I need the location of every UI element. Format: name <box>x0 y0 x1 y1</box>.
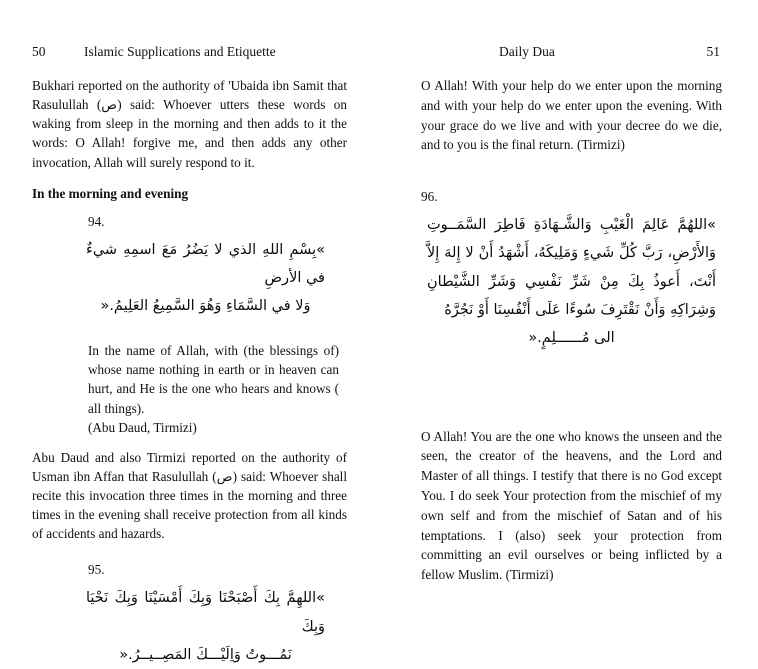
spacer <box>32 331 347 341</box>
right-page-running-title: Daily Dua <box>499 44 555 59</box>
item-96-arabic-line-4: وَشِرَاكِهِ وَأَنْ نَقْتَرِفَ سُوءًا عَلَى أَنْفُسِنَا أَوْ نَجُرَّهُ <box>444 301 716 318</box>
item-94-translation <box>32 341 347 438</box>
right-page-header <box>421 44 722 60</box>
left-page-running-title: Islamic Supplications and Etiquette <box>84 44 276 59</box>
item-94-arabic-line-2: وَلا في السَّمَاءِ وَهُوَ السَّمِيعُ العَلِيمُ.« <box>100 298 311 315</box>
item-94-arabic <box>32 236 347 321</box>
item-96-number: 96. <box>421 189 438 205</box>
item-96-translation: O Allah! You are the one who knows the unseen and the seen, the creator of the heavens, and the Lord and Master of all things. I testify that there is no God except You. I do seek Your protection from the mischief of my own self and from the mischief of Satan and of his temptations. I (also) seek your protection from committing an evil ourselves or being inflicted by a fellow Muslim. (Tirmizi) <box>421 428 722 583</box>
section-heading-morning-evening: In the morning and evening <box>32 185 189 201</box>
spacer <box>421 363 722 427</box>
left-paragraph-1: Bukhari reported on the authority of 'Ubaida ibn Samit that Rasulullah (ص) said: Whoever utters these words on waking from sleep in the morning and then adds to it the words: O Allah! forgive me, and then adds any other invocation, Allah will surely respond to it. <box>32 78 347 170</box>
right-paragraph-1: O Allah! With your help do we enter upon the morning and with your help do we enter upon the evening. With your grace do we live and with your decree do we die, and to you is the final return. (Tirmizi) <box>421 78 722 153</box>
item-95-arabic-line-1: »اللهِمَّ بِكَ أَصْبَحْنَا وَبِكَ أَمْسَيْنَا وَبِكَ نَحْيَا وَبِكَ <box>86 590 325 635</box>
item-94-arabic-line-1: »بِسْمِ اللهِ الذي لا يَضُرُ مَعَ اسمِهِ شيءٌ في الأرضِ <box>86 241 325 286</box>
item-96-arabic-line-3: إِلاَّ أَنْتَ، أَعوذُ بِكَ مِنْ شَرِّ نَفْسِي وَشَرِّ الشَّيْطانِ <box>427 245 716 290</box>
item-96-arabic-line-5: الى مُــــــلِمٍ.« <box>528 330 615 347</box>
left-page-number: 50 <box>32 44 46 59</box>
left-paragraph-2: Abu Daud and also Tirmizi reported on the authority of Usman ibn Affan that Rasulullah (ص) said: Whoever shall recite this invocation three times in the morning and three times in the evening shall receive protection from all kinds of accidents and hazards. <box>32 449 347 542</box>
item-95-arabic-line-2: نَمُـــوتُ وَاِلَيْـــكَ المَصِــيــرُ.« <box>119 646 292 663</box>
right-page <box>379 0 758 586</box>
left-page-header <box>32 44 347 60</box>
item-96-arabic-line-1: »اللهُمَّ عَالِمَ الْغَيْبِ وَالشَّـهَادَةِ فَاطِرَ السَّمَــوتِ <box>427 217 716 234</box>
item-94-number: 94. <box>88 213 105 229</box>
left-page <box>0 0 379 663</box>
item-96-arabic-line-2: وَالأَرْضِ، رَبَّ كُلِّ شَيءٍ وَمَلِيكَهُ، أَشْهَدُ أَنْ لا إِلهَ <box>444 245 716 262</box>
item-94-source: (Abu Daud, Tirmizi) <box>88 420 197 436</box>
item-96-arabic <box>421 211 722 352</box>
spacer <box>421 165 722 189</box>
right-page-number: 51 <box>706 44 720 59</box>
item-95-number: 95. <box>88 562 105 578</box>
item-94-translation-text: In the name of Allah, with (the blessings of) whose name nothing in earth or in heaven can hurt, and He is the one who hears and knows ( all things). <box>88 342 339 416</box>
spacer <box>32 552 347 562</box>
item-95-arabic <box>32 584 347 669</box>
